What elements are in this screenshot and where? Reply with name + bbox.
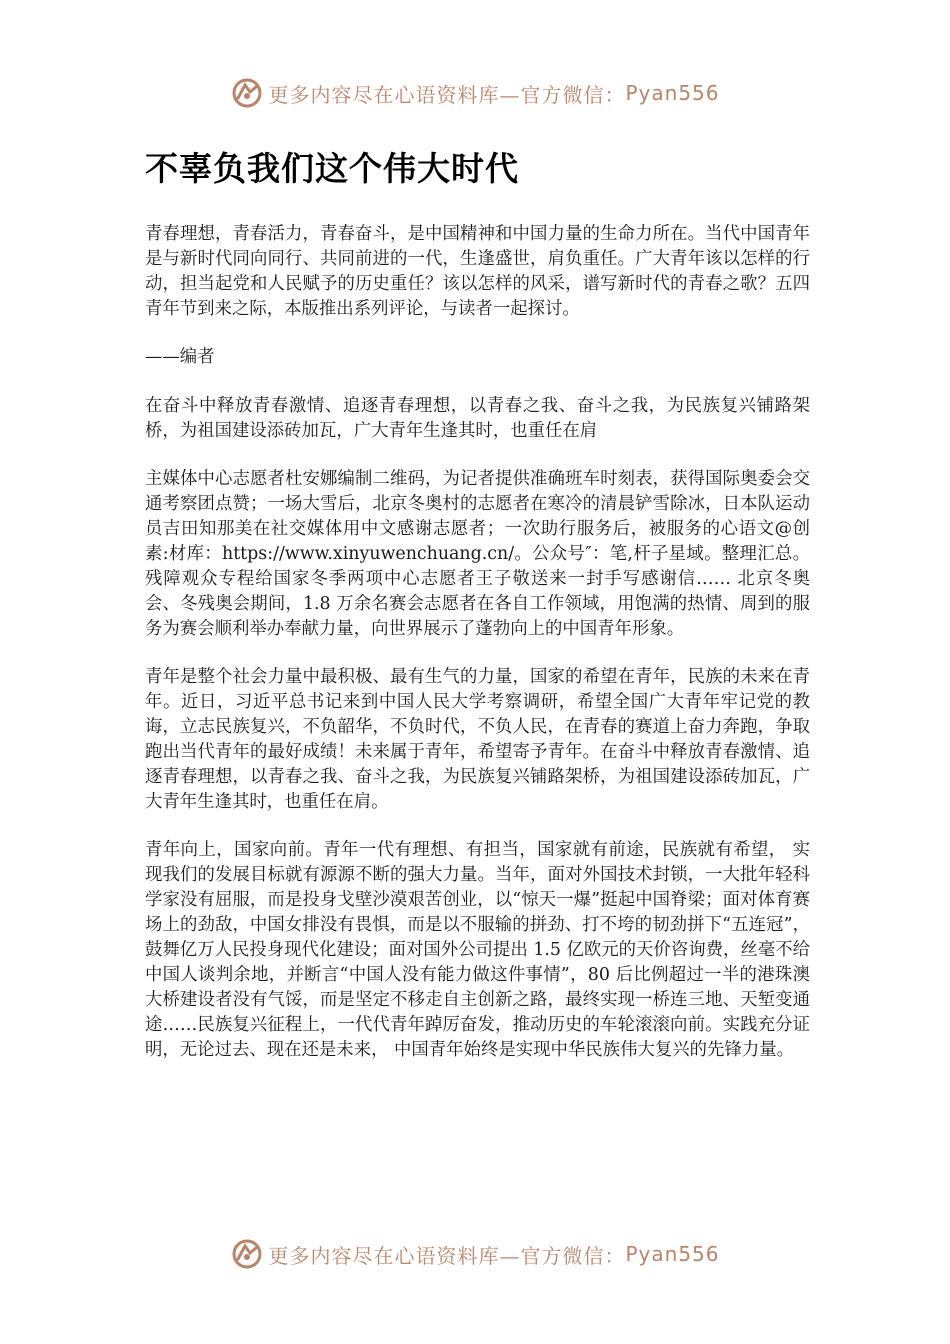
banner-wechat-id: Pyan556 xyxy=(625,81,720,105)
footer-watermark-banner xyxy=(0,1232,950,1276)
body-paragraph-youth-upward: 青年向上，国家向前。青年一代有理想、有担当，国家就有前途，民族就有希望， 实现我们的发展目标就有源源不断的强大力量。当年，面对外国技术封锁，一大批年轻科学家没有屈服，而是投身戈壁沙漠艰苦创业，以“惊天一爆”挺起中国脊梁；面对体育赛场上的劲敌，中国女排没有畏惧，而是以不服输的拼劲、打不垮的韧劲拼下“五连冠”，鼓舞亿万人民投身现代化建设；面对国外公司提出 1.5 亿欧元的天价咨询费，丝毫不给中国人谈判余地，并断言“中国人没有能力做这件事情”，80 后比例超过一半的港珠澳大桥建设者没有气馁，而是坚定不移走自主创新之路，最终实现一桥连三地、天堑变通途……民族复兴征程上，一代代青年踔厉奋发，推动历史的车轮滚滚向前。实践充分证明，无论过去、现在还是未来， 中国青年始终是实现中华民族伟大复兴的先锋力量。 xyxy=(145,840,810,1060)
banner-text: 更多内容尽在心语资料库—官方微信： xyxy=(268,1243,626,1268)
article-body xyxy=(145,222,810,1086)
banner-wechat-id: Pyan556 xyxy=(625,1242,720,1266)
brand-logo-icon xyxy=(230,76,264,110)
banner-text: 更多内容尽在心语资料库—官方微信： xyxy=(268,82,626,107)
editor-signature: ——编者 xyxy=(145,347,215,367)
subtitle-paragraph: 在奋斗中释放青春激情、追逐青春理想，以青春之我、奋斗之我，为民族复兴铺路架桥，为祖国建设添砖加瓦，广大青年生逢其时，也重任在肩 xyxy=(145,396,810,441)
body-paragraph-volunteers: 主媒体中心志愿者杜安娜编制二维码，为记者提供准确班车时刻表，获得国际奥委会交通考察团点赞；一场大雪后，北京冬奥村的志愿者在寒冷的清晨铲雪除冰，日本队运动员吉田知那美在社交媒体用中文感谢志愿者；一次助行服务后，被服务的心语文@创素:材库：https://www.xinyuwenchuang.cn/。公众号″：笔,杆子星域。整理汇总。残障观众专程给国家冬季两项中心志愿者王子敬送来一封手写感谢信…… 北京冬奥会、冬残奥会期间，1.8 万余名赛会志愿者在各自工作领域，用饱满的热情、周到的服务为赛会顺利举办奉献力量，向世界展示了蓬勃向上的中国青年形象。 xyxy=(145,469,810,639)
body-paragraph-youth-hope: 青年是整个社会力量中最积极、最有生气的力量，国家的希望在青年，民族的未来在青年。近日，习近平总书记来到中国人民大学考察调研，希望全国广大青年牢记党的教诲，立志民族复兴，不负韶华，不负时代，不负人民，在青春的赛道上奋力奔跑，争取跑出当代青年的最好成绩！未来属于青年，希望寄予青年。在奋斗中释放青春激情、追逐青春理想，以青春之我、奋斗之我，为民族复兴铺路架桥，为祖国建设添砖加瓦，广大青年生逢其时，也重任在肩。 xyxy=(145,667,810,812)
brand-logo-icon xyxy=(230,1237,264,1271)
editor-intro-paragraph: 青春理想，青春活力，青春奋斗，是中国精神和中国力量的生命力所在。当代中国青年是与新时代同向同行、共同前进的一代，生逢盛世，肩负重任。广大青年该以怎样的行动，担当起党和人民赋予的历史重任？该以怎样的风采，谱写新时代的青春之歌？五四青年节到来之际，本版推出系列评论，与读者一起探讨。 xyxy=(145,224,810,319)
header-watermark-banner xyxy=(0,71,950,115)
article-title: 不辜负我们这个伟大时代 xyxy=(145,149,519,188)
